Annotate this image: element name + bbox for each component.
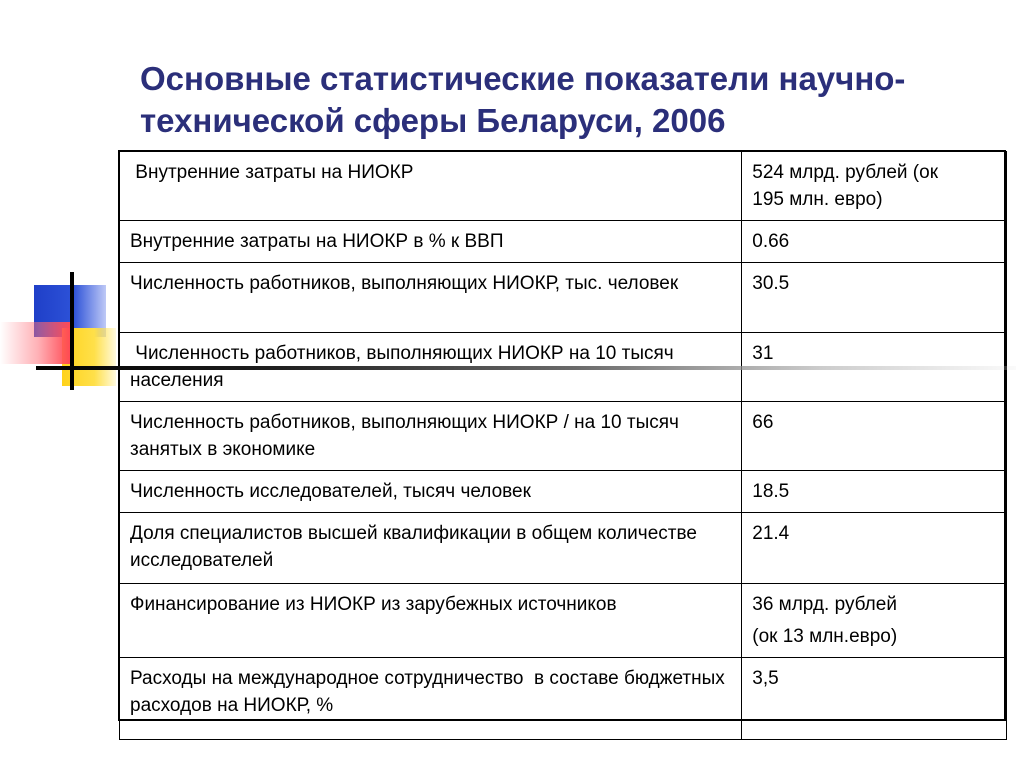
table-row bbox=[120, 221, 1007, 263]
table-cell-value bbox=[742, 402, 1007, 471]
value-line: 66 bbox=[752, 412, 774, 433]
table-row bbox=[120, 471, 1007, 513]
table-cell-value bbox=[742, 152, 1007, 221]
title-line-1: Основные статистические показатели научно- bbox=[140, 60, 906, 97]
decorative-vertical-line bbox=[70, 272, 74, 390]
value-line: 31 bbox=[752, 343, 774, 364]
table-row bbox=[120, 402, 1007, 471]
value-line: 3,5 bbox=[752, 668, 779, 689]
decorative-red-square bbox=[0, 322, 70, 364]
table-row bbox=[120, 152, 1007, 221]
table-cell-label: Численность исследователей, тысяч человек bbox=[120, 471, 742, 513]
value-line: 36 млрд. рублей bbox=[752, 594, 897, 615]
table-row bbox=[120, 263, 1007, 333]
table-cell-label: Численность работников, выполняющих НИОКР на 10 тысяч населения bbox=[120, 333, 742, 402]
table-cell-value bbox=[742, 658, 1007, 740]
title-line-2: технической сферы Беларуси, 2006 bbox=[140, 102, 726, 139]
table-cell-label: Финансирование из НИОКР из зарубежных источников bbox=[120, 584, 742, 658]
decorative-horizontal-line bbox=[36, 366, 1016, 370]
table-cell-value bbox=[742, 263, 1007, 333]
table-cell-value bbox=[742, 221, 1007, 263]
table-row bbox=[120, 658, 1007, 740]
table-row bbox=[120, 513, 1007, 584]
value-line: 21.4 bbox=[752, 523, 790, 544]
value-line: (ок 13 млн.евро) bbox=[752, 626, 898, 647]
table-cell-label: Внутренние затраты на НИОКР в % к ВВП bbox=[120, 221, 742, 263]
table-cell-value bbox=[742, 513, 1007, 584]
value-line: 524 млрд. рублей (ок bbox=[752, 162, 939, 183]
table-cell-label: Численность работников, выполняющих НИОКР / на 10 тысяч занятых в экономике bbox=[120, 402, 742, 471]
table-cell-label: Внутренние затраты на НИОКР bbox=[120, 152, 742, 221]
value-line: 30.5 bbox=[752, 273, 790, 294]
value-line: 18.5 bbox=[752, 481, 790, 502]
statistics-table bbox=[119, 151, 1007, 740]
slide-title bbox=[140, 58, 1000, 142]
value-line: 0.66 bbox=[752, 231, 790, 252]
table-row bbox=[120, 584, 1007, 658]
table-cell-label: Расходы на международное сотрудничество в составе бюджетных расходов на НИОКР, % bbox=[120, 658, 742, 740]
value-line: 195 млн. евро) bbox=[752, 189, 883, 210]
table-cell-value bbox=[742, 584, 1007, 658]
table-cell-label: Численность работников, выполняющих НИОКР, тыс. человек bbox=[120, 263, 742, 333]
table-cell-label: Доля специалистов высшей квалификации в общем количестве исследователей bbox=[120, 513, 742, 584]
table-cell-value bbox=[742, 471, 1007, 513]
